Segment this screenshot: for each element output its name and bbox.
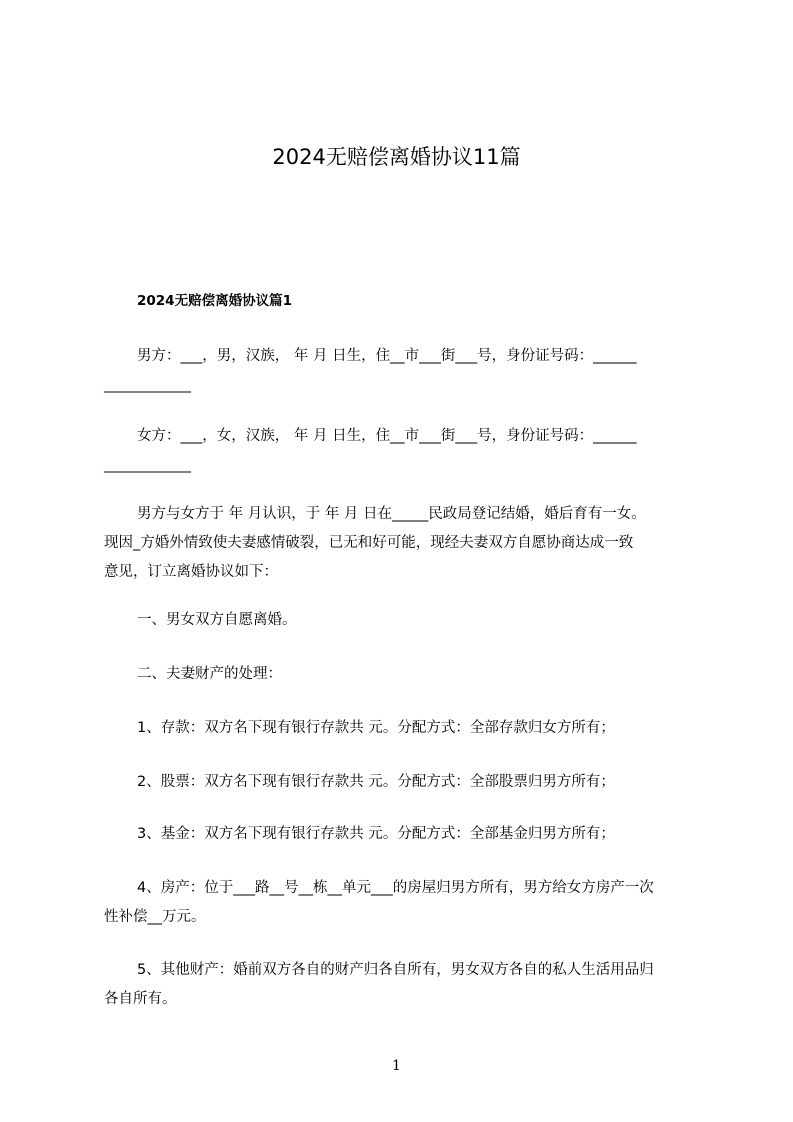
female-party-info [104,422,714,480]
item-3-funds: 3、基金：双方名下现有银行存款共 元。分配方式：全部基金归男方所有； [137,826,615,842]
item-1-savings: 1、存款：双方名下现有银行存款共 元。分配方式：全部存款归女方所有； [137,720,615,736]
item-5-other-property [104,956,714,1014]
clause-1: 一、男女双方自愿离婚。 [137,612,297,628]
document-title: 2024无赔偿离婚协议11篇 [272,145,521,169]
item-2-stocks: 2、股票：双方名下现有银行存款共 元。分配方式：全部股票归男方所有； [137,774,615,790]
intro-paragraph [104,500,714,587]
intro-line-3: 意见，订立离婚协议如下： [104,564,278,580]
intro-line-2: 现因_方婚外情致使夫妻感情破裂，已无和好可能，现经夫妻双方自愿协商达成一致 [104,535,634,551]
page-number: 1 [392,1058,401,1074]
item-5-line-1: 5、其他财产：婚前双方各自的财产归各自所有，男女双方各自的私人生活用品归 [137,962,654,978]
male-party-info [104,342,714,400]
male-party-line-2: ____________ [104,377,191,393]
female-party-line-1: 女方：___，女，汉族， 年 月 日生，住__市___街___号，身份证号码：______ [137,428,637,444]
item-4-property [104,874,714,932]
clause-2: 二、夫妻财产的处理： [137,666,282,682]
female-party-line-2: ____________ [104,457,191,473]
section-title: 2024无赔偿离婚协议篇1 [137,293,292,309]
male-party-line-1: 男方：___，男，汉族， 年 月 日生，住__市___街___号，身份证号码：______ [137,348,637,364]
item-4-line-2: 性补偿__万元。 [104,909,206,925]
intro-line-1: 男方与女方于 年 月认识，于 年 月 日在_____民政局登记结婚，婚后育有一女。 [137,506,646,522]
item-5-line-2: 各自所有。 [104,991,177,1007]
item-4-line-1: 4、房产：位于___路__号__栋__单元___的房屋归男方所有，男方给女方房产一次 [137,880,654,896]
